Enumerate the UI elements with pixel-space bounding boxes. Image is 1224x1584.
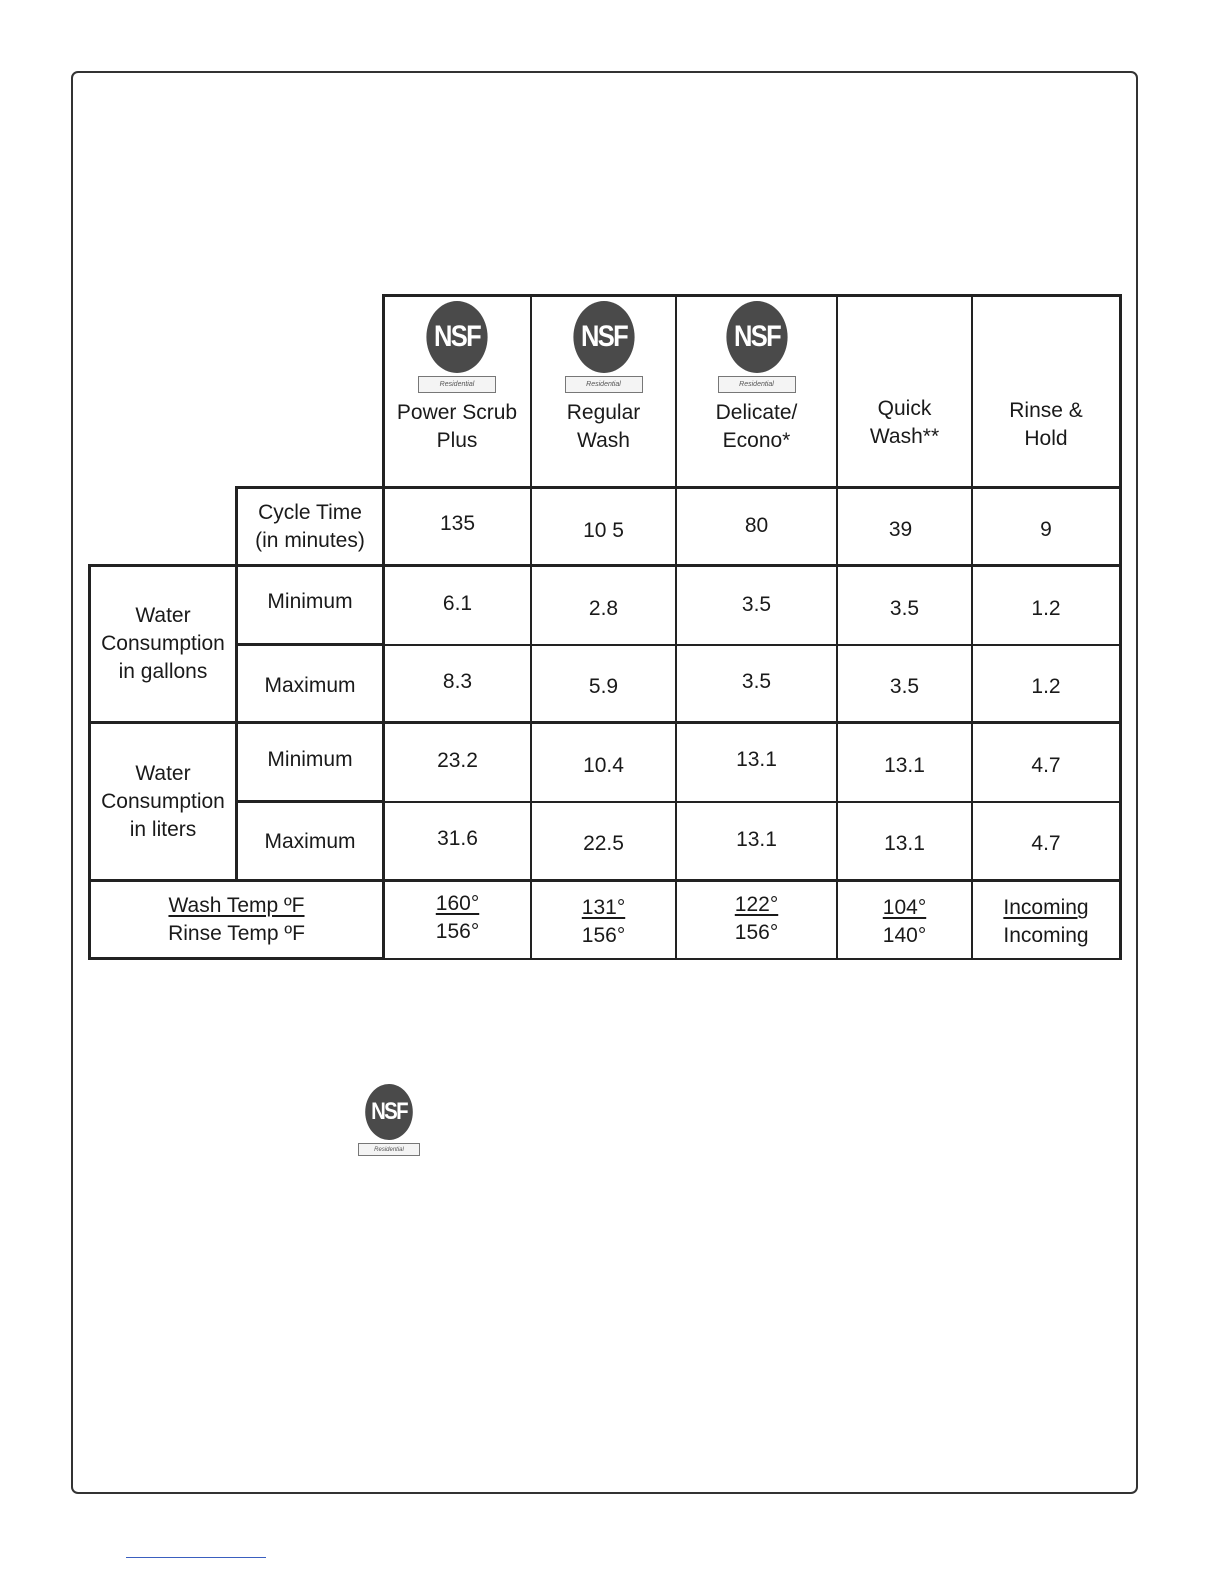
header-delicate-econo	[677, 297, 836, 486]
table-cell: 22.5	[583, 832, 624, 855]
nsf-logo-icon: NSF	[365, 1084, 413, 1140]
temp-cell: 131° 156°	[581, 896, 626, 947]
temp-label: Wash Temp ºF Rinse Temp ºF	[168, 893, 305, 945]
nsf-badge-legend: NSF Residential	[358, 1084, 420, 1156]
liters-maximum-label: Maximum	[264, 830, 356, 853]
table-cell: 135	[439, 511, 476, 535]
table-cell: 13.1	[736, 828, 777, 851]
header-label-line1: Delicate/	[715, 401, 798, 424]
water-liters-label: Water Consumption in liters	[101, 761, 225, 841]
gallons-minimum-label: Minimum	[267, 590, 353, 613]
temp-cell: Incoming Incoming	[1003, 896, 1089, 947]
water-gallons-label: Water Consumption in gallons	[101, 604, 225, 683]
table-cell: 1.2	[1031, 674, 1061, 698]
table-cell: 2.8	[588, 596, 619, 620]
table-cell: 13.1	[884, 753, 925, 777]
table-cell: 3.5	[741, 592, 772, 616]
table-cell: 5.9	[588, 674, 619, 698]
header-label-line2: Econo*	[722, 429, 791, 452]
table-cell: 8.3	[442, 669, 473, 693]
table-cell: 3.5	[889, 674, 920, 698]
nsf-badge: NSF Residential	[565, 301, 643, 393]
footer-rule	[126, 1557, 266, 1558]
header-label-line2: Plus	[436, 429, 478, 452]
header-power-scrub	[384, 297, 530, 486]
nsf-badge: NSF Residential	[418, 301, 496, 393]
table-cell: 10.4	[583, 753, 624, 777]
table-cell: 10 5	[583, 518, 624, 542]
table-cell: 1.2	[1031, 596, 1061, 620]
table-cell: 9	[1040, 517, 1052, 541]
table-cell: 13.1	[736, 747, 777, 771]
table-cell: 31.6	[437, 827, 478, 850]
header-rinse-hold	[973, 297, 1119, 486]
nsf-logo-icon: NSF	[573, 301, 634, 373]
header-label-line1: Quick	[877, 397, 932, 420]
temp-cell: 122° 156°	[734, 893, 779, 944]
header-label-line1: Rinse &	[1009, 399, 1083, 422]
header-quick-wash	[838, 297, 971, 486]
cycle-time-label: Cycle Time (in minutes)	[255, 500, 365, 552]
table-cell: 3.5	[741, 669, 772, 693]
header-label-line2: Hold	[1024, 427, 1068, 450]
temp-cell: 160° 156°	[435, 892, 480, 943]
header-label-line1: Regular	[566, 401, 641, 424]
header-regular-wash	[532, 297, 675, 486]
nsf-logo-icon: NSF	[426, 301, 487, 373]
table-cell: 6.1	[442, 591, 473, 615]
header-label-line1: Power Scrub	[396, 401, 518, 424]
table-cell: 4.7	[1031, 753, 1061, 777]
nsf-logo-icon: NSF	[726, 301, 787, 373]
gallons-maximum-label: Maximum	[264, 673, 356, 697]
temp-cell: 104° 140°	[882, 896, 927, 947]
table-cell: 13.1	[884, 832, 925, 855]
header-label-line2: Wash	[577, 429, 630, 452]
header-label-line2: Wash**	[869, 425, 940, 448]
nsf-badge: NSF Residential	[718, 301, 796, 393]
table-cell: 39	[888, 517, 913, 541]
table-cell: 4.7	[1031, 832, 1061, 855]
liters-minimum-label: Minimum	[267, 748, 353, 771]
table-cell: 23.2	[437, 748, 478, 772]
table-cell: 3.5	[889, 596, 920, 620]
table-cell: 80	[744, 513, 769, 537]
